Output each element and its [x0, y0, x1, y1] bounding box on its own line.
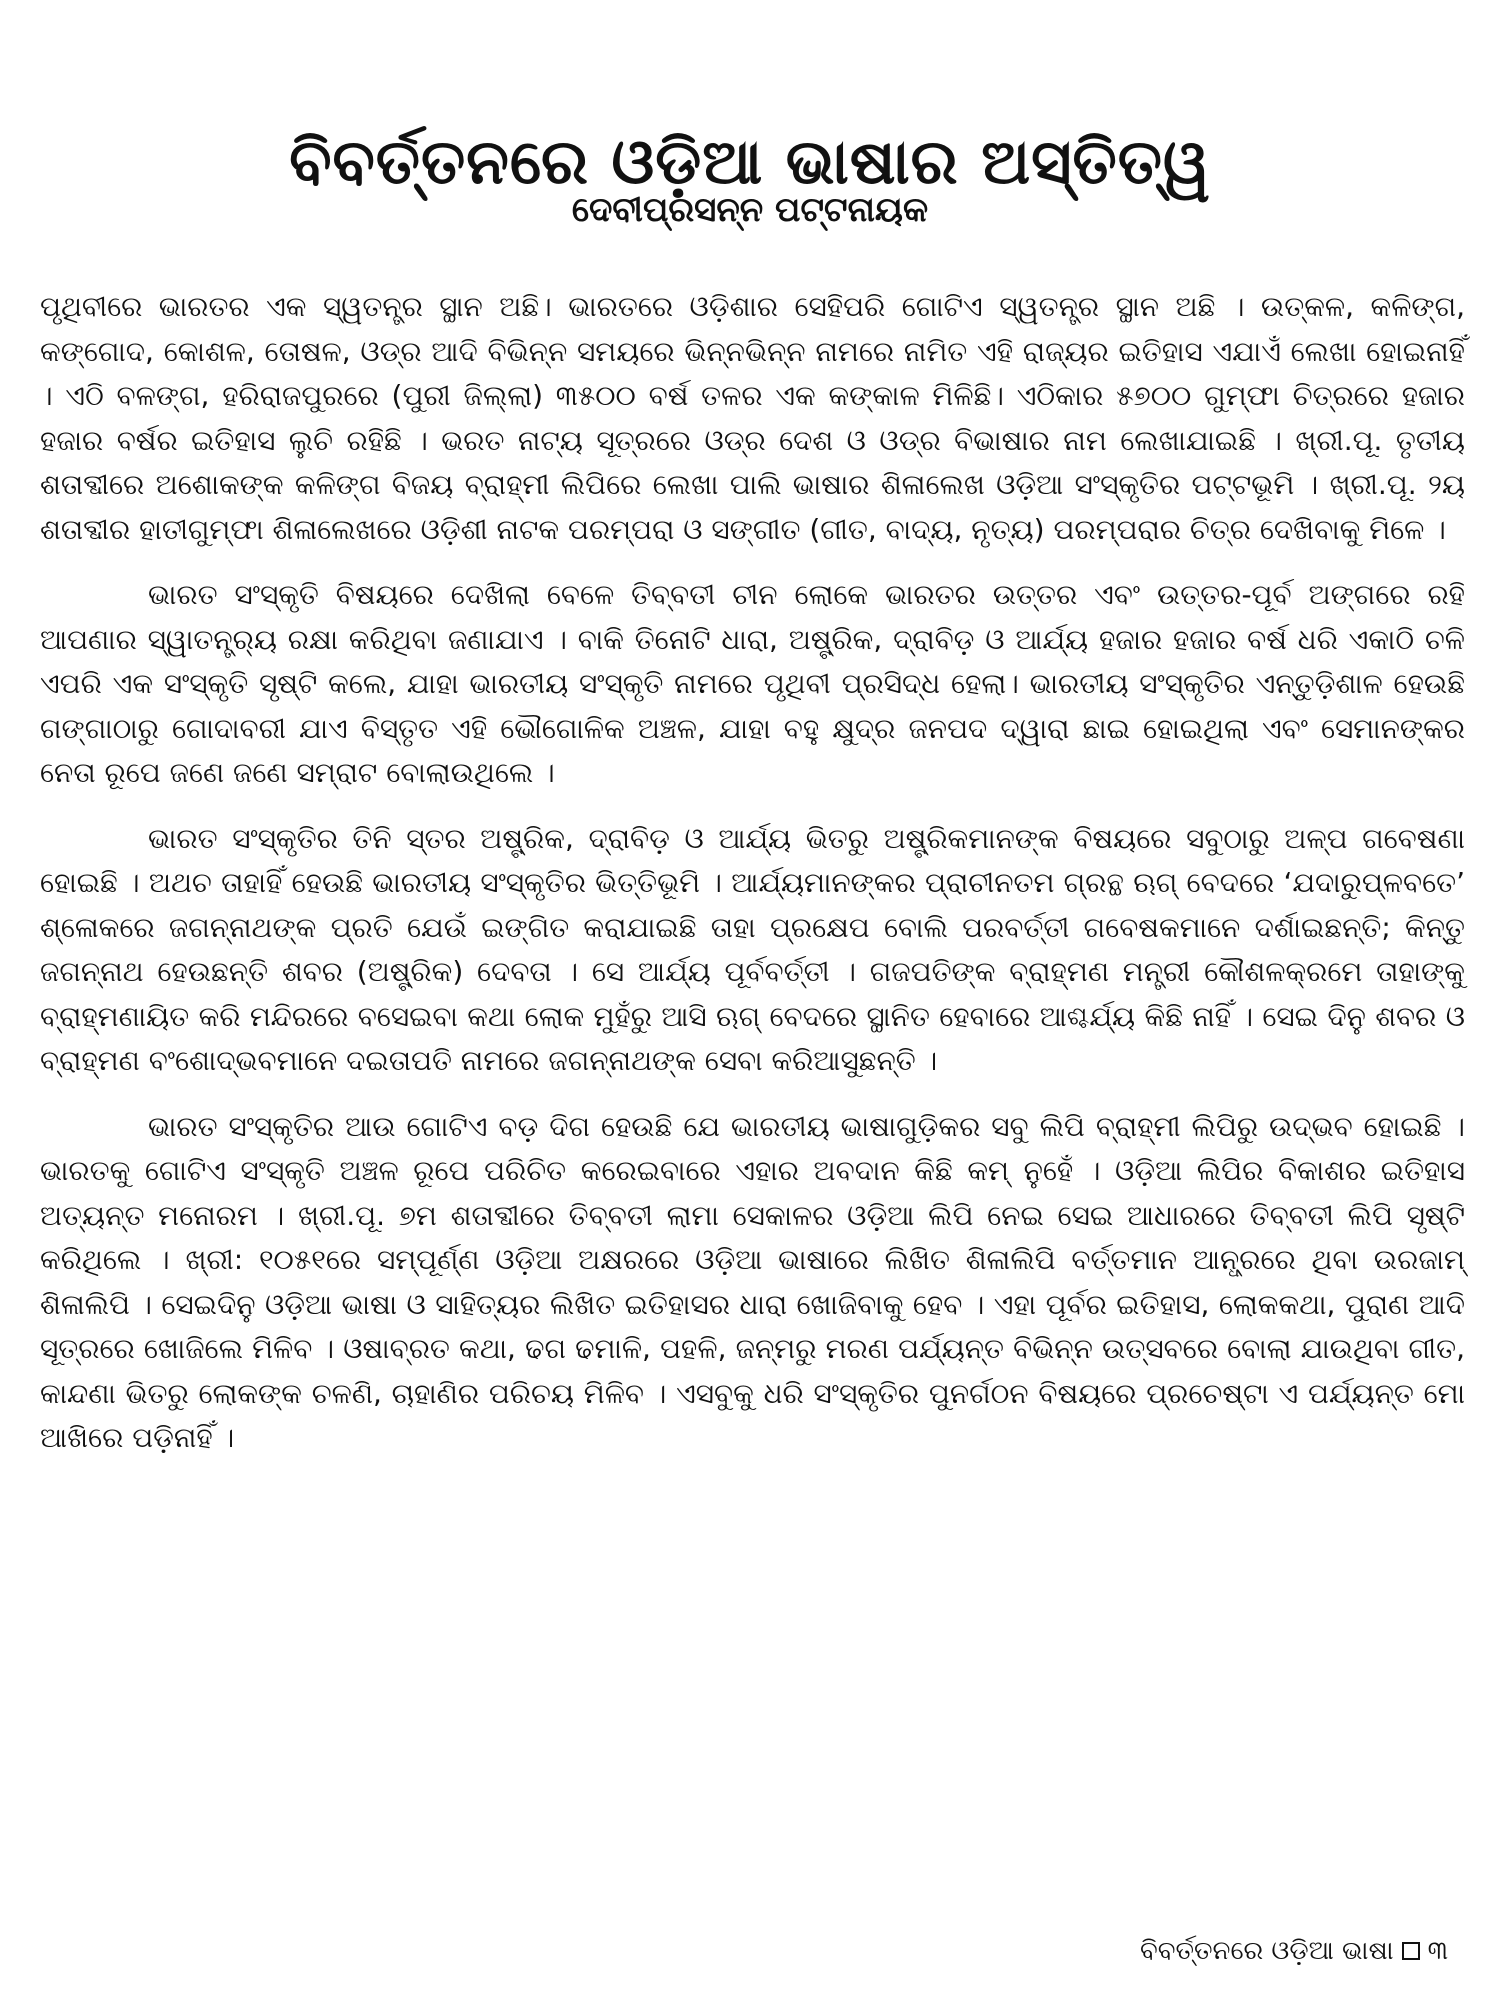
square-separator-icon	[1402, 1942, 1420, 1960]
page-footer	[1140, 1934, 1448, 1968]
paragraph-2: ଭାରତ ସଂସ୍କୃତି ବିଷୟରେ ଦେଖିଲା ବେଳେ ତିବ୍ବତୀ ଚୀନ ଲୋକେ ଭାରତର ଉତ୍ତର ଏବଂ ଉତ୍ତର-ପୂର୍ବ ଅଙ୍ଗରେ ରହି ଆପଣାର ସ୍ୱାତନ୍ତ୍ର୍ୟ ରକ୍ଷା କରିଥିବା ଜଣାଯାଏ । ବାକି ତିନୋଟି ଧାରା, ଅଷ୍ଟ୍ରିକ, ଦ୍ରାବିଡ଼ ଓ ଆର୍ଯ୍ୟ ହଜାର ହଜାର ବର୍ଷ ଧରି ଏକାଠି ଚଳି ଏପରି ଏକ ସଂସ୍କୃତି ସୃଷ୍ଟି କଲେ, ଯାହା ଭାରତୀୟ ସଂସ୍କୃତି ନାମରେ ପୃଥିବୀ ପ୍ରସିଦ୍ଧ ହେଲା। ଭାରତୀୟ ସଂସ୍କୃତିର ଏନ୍ତୁଡ଼ିଶାଳ ହେଉଛି ଗଙ୍ଗାଠାରୁ ଗୋଦାବରୀ ଯାଏ ବିସ୍ତୃତ ଏହି ଭୌଗୋଳିକ ଅଞ୍ଚଳ, ଯାହା ବହୁ କ୍ଷୁଦ୍ର ଜନପଦ ଦ୍ୱାରା ଛାଇ ହୋଇଥିଲା ଏବଂ ସେମାନଙ୍କର ନେତା ରୂପେ ଜଣେ ଜଣେ ସମ୍ରାଟ ବୋଲାଉଥିଲେ ।	[40, 578, 1465, 789]
author-name: ଦେବୀପ୍ରସନ୍ନ ପଟ୍ଟନାୟକ	[571, 190, 929, 230]
running-title: ବିବର୍ତ୍ତନରେ ଓଡ଼ିଆ ଭାଷା	[1139, 1936, 1394, 1966]
page-number: ୩	[1427, 1936, 1448, 1966]
article-title: ବିବର୍ତ୍ତନରେ ଓଡ଼ିଆ ଭାଷାର ଅସ୍ତିତ୍ୱ	[289, 124, 1211, 198]
article-body	[40, 285, 1465, 1482]
paragraph-4: ଭାରତ ସଂସ୍କୃତିର ଆଉ ଗୋଟିଏ ବଡ଼ ଦିଗ ହେଉଛି ଯେ ଭାରତୀୟ ଭାଷାଗୁଡ଼ିକର ସବୁ ଲିପି ବ୍ରାହ୍ମୀ ଲିପିରୁ ଉଦ୍ଭବ ହୋଇଛି । ଭାରତକୁ ଗୋଟିଏ ସଂସ୍କୃତି ଅଞ୍ଚଳ ରୂପେ ପରିଚିତ କରେଇବାରେ ଏହାର ଅବଦାନ କିଛି କମ୍ ନୁହେଁ । ଓଡ଼ିଆ ଲିପିର ବିକାଶର ଇତିହାସ ଅତ୍ୟନ୍ତ ମନୋରମ । ଖ୍ରୀ.ପୂ. ୭ମ ଶତାବ୍ଦୀରେ ତିବ୍ବତୀ ଲାମା ସେକାଳର ଓଡ଼ିଆ ଲିପି ନେଇ ସେଇ ଆଧାରରେ ତିବ୍ବତୀ ଲିପି ସୃଷ୍ଟି କରିଥିଲେ । ଖ୍ରୀ: ୧୦୫୧ରେ ସମ୍ପୂର୍ଣ୍ଣ ଓଡ଼ିଆ ଅକ୍ଷରରେ ଓଡ଼ିଆ ଭାଷାରେ ଲିଖିତ ଶିଳାଲିପି ବର୍ତ୍ତମାନ ଆନ୍ଧ୍ରରେ ଥିବା ଉରଜାମ୍ ଶିଳାଲିପି । ସେଇଦିନୁ ଓଡ଼ିଆ ଭାଷା ଓ ସାହିତ୍ୟର ଲିଖିତ ଇତିହାସର ଧାରା ଖୋଜିବାକୁ ହେବ । ଏହା ପୂର୍ବର ଇତିହାସ, ଲୋକକଥା, ପୁରାଣ ଆଦି ସୂତ୍ରରେ ଖୋଜିଲେ ମିଳିବ । ଓଷାବ୍ରତ କଥା, ଢଗ ଢମାଳି, ପହଳି, ଜନ୍ମରୁ ମରଣ ପର୍ଯ୍ୟନ୍ତ ବିଭିନ୍ନ ଉତ୍ସବରେ ବୋଲା ଯାଉଥିବା ଗୀତ, କାନ୍ଦଣା ଭିତରୁ ଲୋକଙ୍କ ଚଳଣି, ଚାହାଣିର ପରିଚୟ ମିଳିବ । ଏସବୁକୁ ଧରି ସଂସ୍କୃତିର ପୁନର୍ଗଠନ ବିଷୟରେ ପ୍ରଚେଷ୍ଟା ଏ ପର୍ଯ୍ୟନ୍ତ ମୋ ଆଖିରେ ପଡ଼ିନାହିଁ ।	[40, 1109, 1465, 1454]
paragraph-1: ପୃଥିବୀରେ ଭାରତର ଏକ ସ୍ୱତନ୍ତ୍ର ସ୍ଥାନ ଅଛି। ଭାରତରେ ଓଡ଼ିଶାର ସେହିପରି ଗୋଟିଏ ସ୍ୱତନ୍ତ୍ର ସ୍ଥାନ ଅଛି । ଉତ୍କଳ, କଳିଙ୍ଗ, କଙ୍ଗୋଦ, କୋଶଳ, ତୋଷଳ, ଓଡ୍ର ଆଦି ବିଭିନ୍ନ ସମୟରେ ଭିନ୍ନଭିନ୍ନ ନାମରେ ନାମିତ ଏହି ରାଜ୍ୟର ଇତିହାସ ଏଯାଏଁ ଲେଖା ହୋଇନାହିଁ । ଏଠି ବଳଙ୍ଗ, ହରିରାଜପୁରରେ (ପୁରୀ ଜିଲ୍ଲା) ୩୫୦୦ ବର୍ଷ ତଳର ଏକ କଙ୍କାଳ ମିଳିଛି। ଏଠିକାର ୫୭୦୦ ଗୁମ୍ଫା ଚିତ୍ରରେ ହଜାର ହଜାର ବର୍ଷର ଇତିହାସ ଲୁଚି ରହିଛି । ଭରତ ନାଟ୍ୟ ସୂତ୍ରରେ ଓଡ୍ର ଦେଶ ଓ ଓଡ୍ର ବିଭାଷାର ନାମ ଲେଖାଯାଇଛି । ଖ୍ରୀ.ପୂ. ତୃତୀୟ ଶତାବ୍ଦୀରେ ଅଶୋକଙ୍କ କଳିଙ୍ଗ ବିଜୟ ବ୍ରାହ୍ମୀ ଲିପିରେ ଲେଖା ପାଲି ଭାଷାର ଶିଳାଲେଖ ଓଡ଼ିଆ ସଂସ୍କୃତିର ପଟ୍ଟଭୂମି । ଖ୍ରୀ.ପୂ. ୨ୟ ଶତାବ୍ଦୀର ହାତୀଗୁମ୍ଫା ଶିଳାଲେଖରେ ଓଡ଼ିଶୀ ନାଟକ ପରମ୍ପରା ଓ ସଙ୍ଗୀତ (ଗୀତ, ବାଦ୍ୟ, ନୃତ୍ୟ) ପରମ୍ପରାର ଚିତ୍ର ଦେଖିବାକୁ ମିଳେ ।	[40, 290, 1465, 546]
paragraph-3: ଭାରତ ସଂସ୍କୃତିର ତିନି ସ୍ତର ଅଷ୍ଟ୍ରିକ, ଦ୍ରାବିଡ଼ ଓ ଆର୍ଯ୍ୟ ଭିତରୁ ଅଷ୍ଟ୍ରିକମାନଙ୍କ ବିଷୟରେ ସବୁଠାରୁ ଅଳ୍ପ ଗବେଷଣା ହୋଇଛି । ଅଥଚ ତାହାହିଁ ହେଉଛି ଭାରତୀୟ ସଂସ୍କୃତିର ଭିତ୍ତିଭୂମି । ଆର୍ଯ୍ୟମାନଙ୍କର ପ୍ରାଚୀନତମ ଗ୍ରନ୍ଥ ଋଗ୍ ବେଦରେ ‘ଯଦାରୁପ୍ଳବତେ’ ଶ୍ଳୋକରେ ଜଗନ୍ନାଥଙ୍କ ପ୍ରତି ଯେଉଁ ଇଙ୍ଗିତ କରାଯାଇଛି ତାହା ପ୍ରକ୍ଷେପ ବୋଲି ପରବର୍ତ୍ତୀ ଗବେଷକମାନେ ଦର୍ଶାଇଛନ୍ତି; କିନ୍ତୁ ଜଗନ୍ନାଥ ହେଉଛନ୍ତି ଶବର (ଅଷ୍ଟ୍ରିକ) ଦେବତା । ସେ ଆର୍ଯ୍ୟ ପୂର୍ବବର୍ତ୍ତୀ । ଗଜପତିଙ୍କ ବ୍ରାହ୍ମଣ ମନ୍ତ୍ରୀ କୌଶଳକ୍ରମେ ତାହାଙ୍କୁ ବ୍ରାହ୍ମଣାୟିତ କରି ମନ୍ଦିରରେ ବସେଇବା କଥା ଲୋକ ମୁହଁରୁ ଆସି ଋଗ୍ ବେଦରେ ସ୍ଥାନିତ ହେବାରେ ଆଶ୍ଚର୍ଯ୍ୟ କିଛି ନାହିଁ । ସେଇ ଦିନୁ ଶବର ଓ ବ୍ରାହ୍ମଣ ବଂଶୋଦ୍ଭବମାନେ ଦଇତାପତି ନାମରେ ଜଗନ୍ନାଥଙ୍କ ସେବା କରିଆସୁଛନ୍ତି ।	[40, 821, 1465, 1077]
